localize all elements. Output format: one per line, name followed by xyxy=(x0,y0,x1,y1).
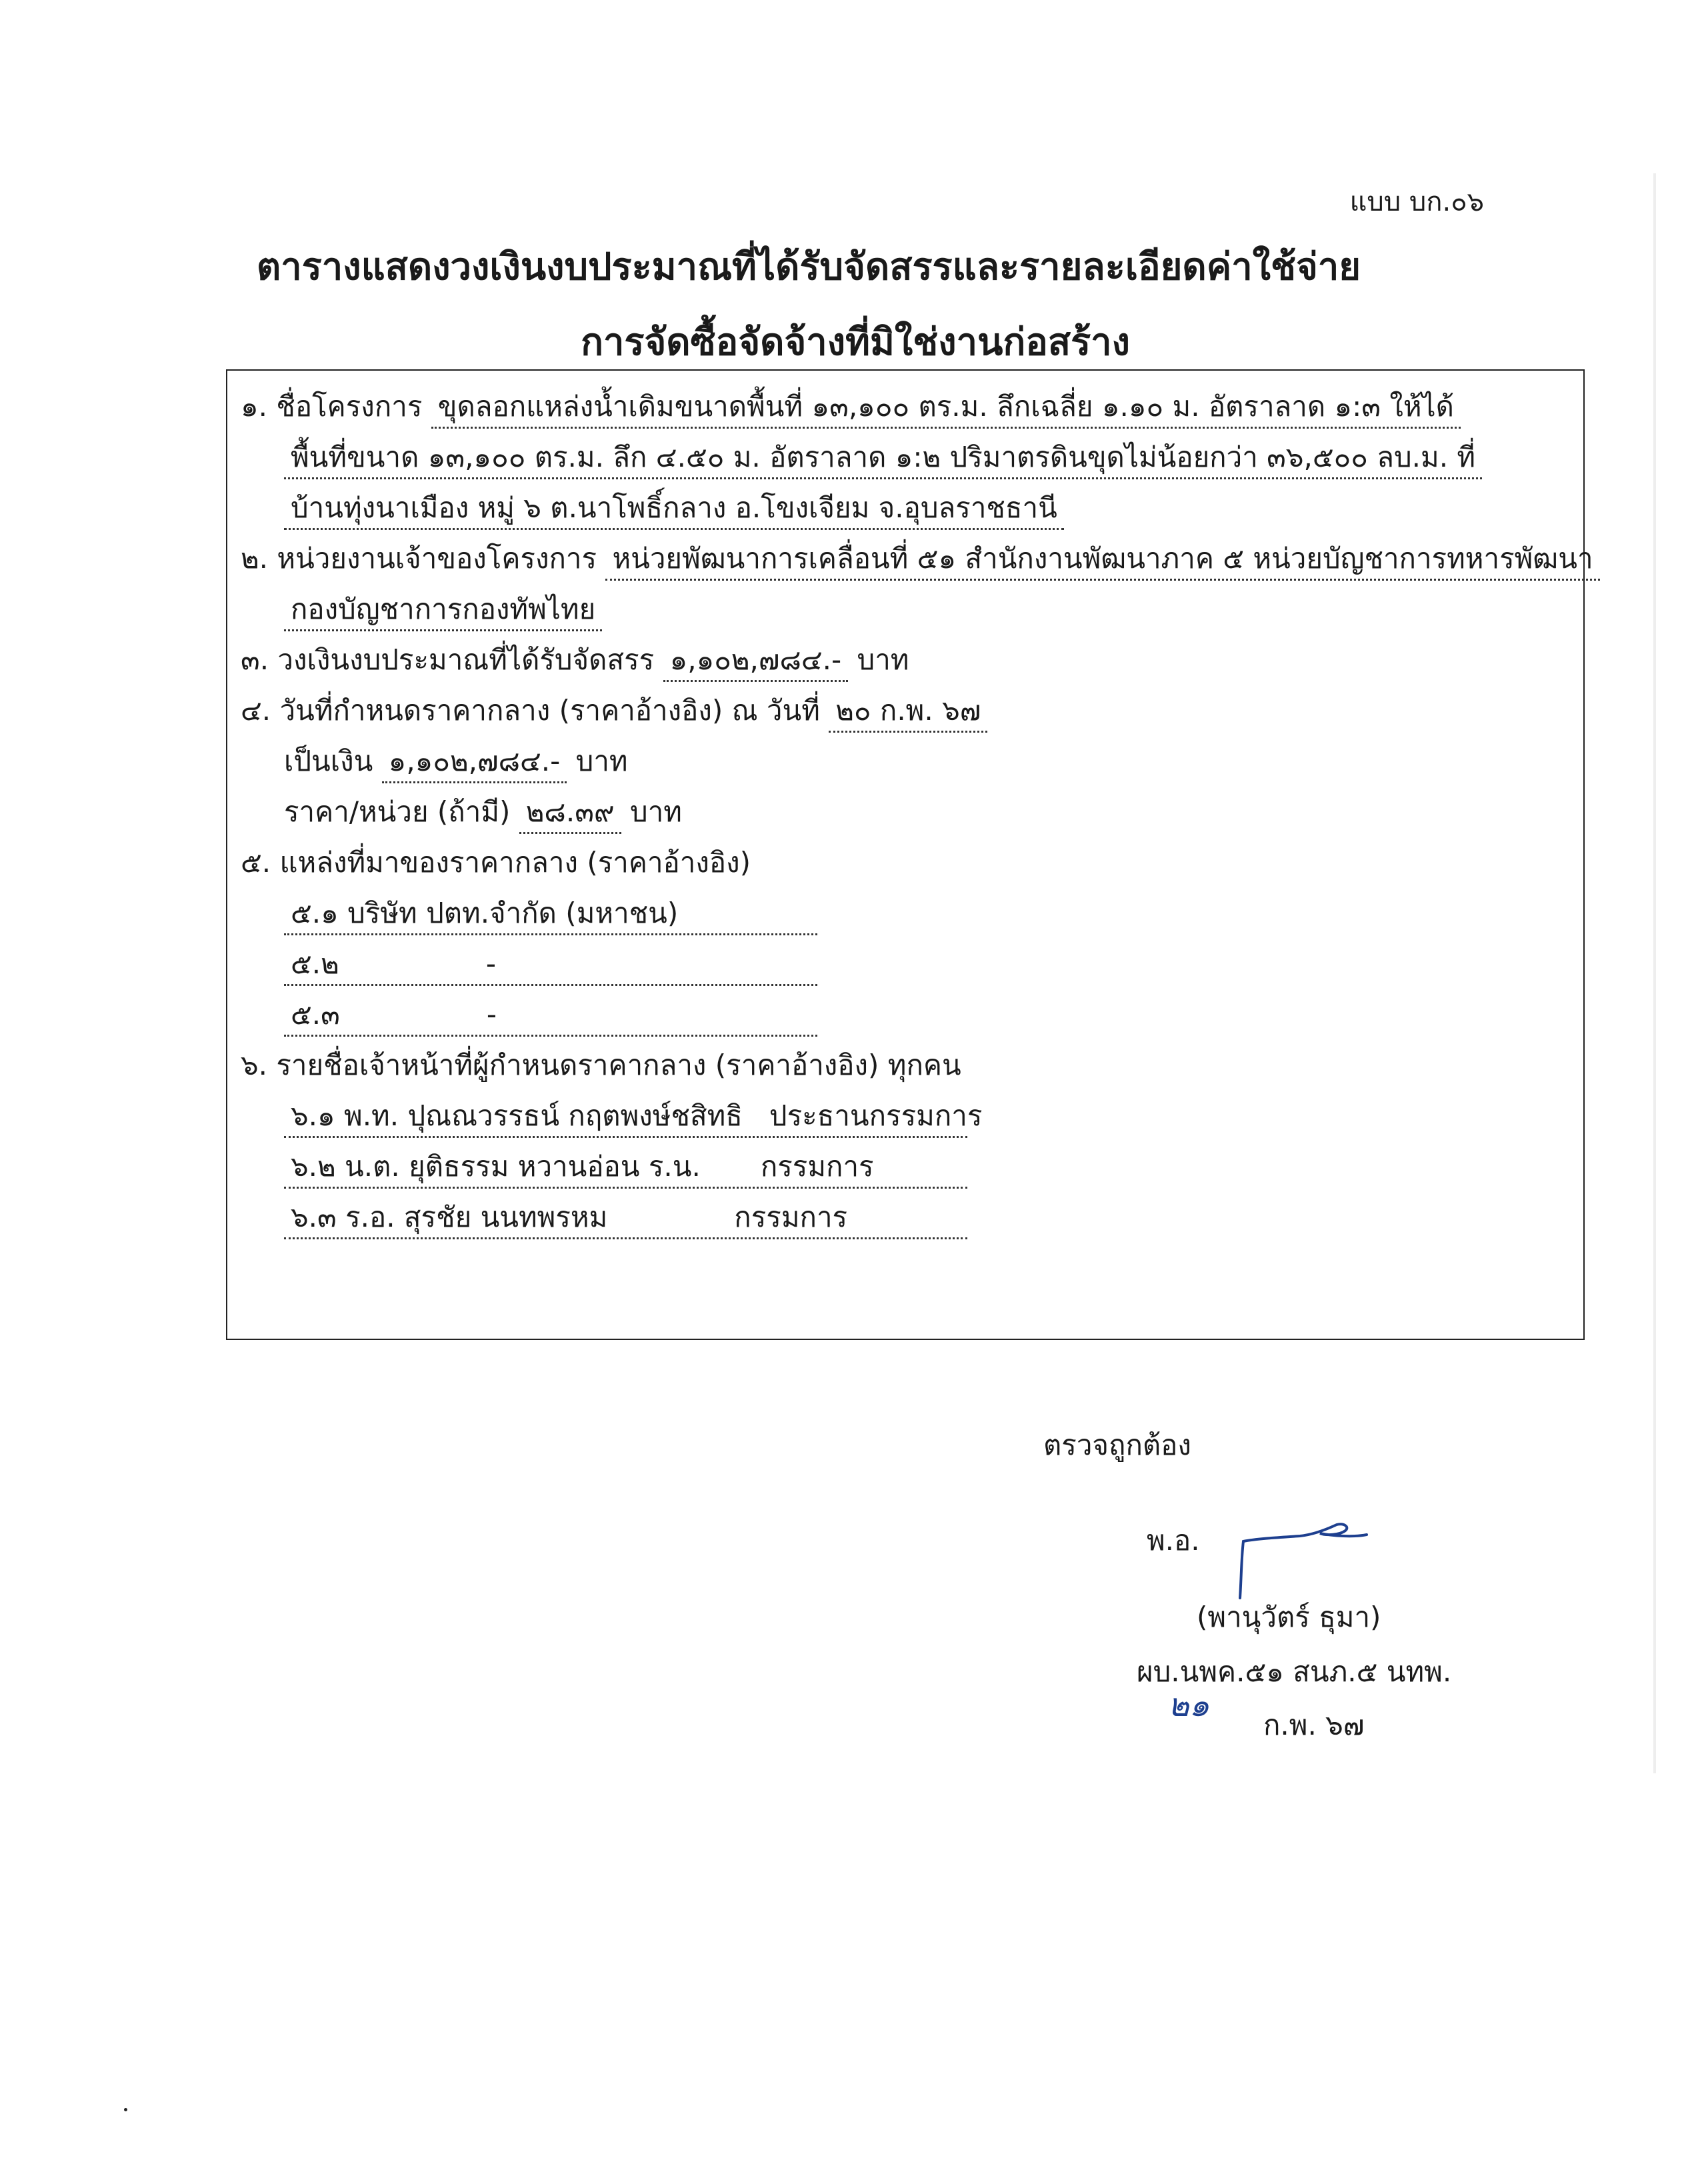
source-3-value: - xyxy=(486,998,497,1031)
member-1-role: ประธานกรรมการ xyxy=(769,1099,983,1132)
item-3-line xyxy=(241,640,909,682)
committee-member-1 xyxy=(284,1096,983,1138)
item-1-label: ๑. ชื่อโครงการ xyxy=(241,390,423,423)
item-5-label: ๕. แหล่งที่มาของราคากลาง (ราคาอ้างอิง) xyxy=(241,846,751,879)
committee-member-2 xyxy=(284,1147,967,1189)
project-name-line-2: พื้นที่ขนาด ๑๓,๑๐๐ ตร.ม. ลึก ๔.๕๐ ม. อัตราลาด ๑:๒ ปริมาตรดินขุดไม่น้อยกว่า ๓๖,๕๐๐ ลบ.ม. ที่ xyxy=(284,437,1482,479)
unit-price-label: ราคา/หน่วย (ถ้ามี) xyxy=(284,795,511,828)
unit-price-unit: บาท xyxy=(630,795,682,828)
item-2-label: ๒. หน่วยงานเจ้าของโครงการ xyxy=(241,542,597,575)
title-line-1: ตารางแสดงวงเงินงบประมาณที่ได้รับจัดสรรและรายละเอียดค่าใช้จ่าย xyxy=(256,245,1361,289)
project-name-line-1: ขุดลอกแหล่งน้ำเดิมขนาดพื้นที่ ๑๓,๑๐๐ ตร.ม. ลึกเฉลี่ย ๑.๑๐ ม. อัตราลาด ๑:๓ ให้ได้ xyxy=(431,387,1461,429)
member-1-name: ๖.๑ พ.ท. ปุณณวรรธน์ กฤตพงษ์ชสิทธิ xyxy=(291,1099,743,1132)
details-box xyxy=(226,369,1593,1340)
signer-rank: พ.อ. xyxy=(1147,1524,1200,1557)
member-2-name: ๖.๒ น.ต. ยุติธรรม หวานอ่อน ร.น. xyxy=(291,1150,701,1183)
item-5-1 xyxy=(284,893,817,935)
project-name-line-3: บ้านทุ่งนาเมือง หมู่ ๖ ต.นาโพธิ์กลาง อ.โขงเจียม จ.อุบลราชธานี xyxy=(284,488,1064,530)
item-5-2 xyxy=(284,944,817,986)
committee-member-2-text xyxy=(284,1147,967,1189)
item-5-3 xyxy=(284,995,817,1037)
committee-member-1-text xyxy=(284,1096,983,1138)
item-1-line-3 xyxy=(284,488,1064,530)
form-code: แบบ บก.๐๖ xyxy=(1349,187,1484,217)
verified-label: ตรวจถูกต้อง xyxy=(1043,1429,1191,1461)
amount-value: ๑,๑๐๒,๗๘๔.- xyxy=(382,741,567,783)
budget-unit: บาท xyxy=(857,643,909,676)
owner-agency-line-2: กองบัญชาการกองทัพไทย xyxy=(284,589,602,631)
committee-member-3 xyxy=(284,1197,967,1239)
item-6-label: ๖. รายชื่อเจ้าหน้าที่ผู้กำหนดราคากลาง (ราคาอ้างอิง) ทุกคน xyxy=(241,1049,961,1081)
title-line-2: การจัดซื้อจัดจ้างที่มิใช่งานก่อสร้าง xyxy=(581,321,1130,364)
source-2 xyxy=(284,944,817,986)
source-3 xyxy=(284,995,817,1037)
item-1-line-1 xyxy=(241,387,1461,429)
scan-speck xyxy=(124,2108,127,2111)
item-3-label: ๓. วงเงินงบประมาณที่ได้รับจัดสรร xyxy=(241,643,655,676)
signer-name: (พานุวัตร์ ธุมา) xyxy=(1197,1601,1381,1633)
amount-unit: บาท xyxy=(575,745,628,777)
source-3-label: ๕.๓ xyxy=(291,998,340,1031)
item-4-line-3 xyxy=(284,792,682,834)
sign-date: ก.พ. ๖๗ xyxy=(1263,1709,1365,1741)
member-3-name: ๖.๓ ร.อ. สุรชัย นนทพรหม xyxy=(291,1201,608,1233)
item-4-label: ๔. วันที่กำหนดราคากลาง (ราคาอ้างอิง) ณ วันที่ xyxy=(241,694,820,727)
handwritten-day: ๒๑ xyxy=(1168,1687,1210,1724)
amount-label: เป็นเงิน xyxy=(284,745,373,777)
item-2-line-1 xyxy=(241,539,1600,581)
member-3-role: กรรมการ xyxy=(734,1201,848,1233)
item-4-line-1 xyxy=(241,691,987,733)
source-2-label: ๕.๒ xyxy=(291,947,339,980)
signer-position: ผบ.นพค.๕๑ สนภ.๕ นทพ. xyxy=(1137,1655,1452,1688)
source-1: ๕.๑ บริษัท ปตท.จำกัด (มหาชน) xyxy=(284,893,817,935)
item-4-line-2 xyxy=(284,741,628,783)
source-2-value: - xyxy=(485,947,496,980)
unit-price-value: ๒๘.๓๙ xyxy=(519,792,621,834)
item-2-line-2 xyxy=(284,589,602,631)
reference-date: ๒๐ ก.พ. ๖๗ xyxy=(829,691,987,733)
committee-member-3-text xyxy=(284,1197,967,1239)
scan-edge xyxy=(1653,173,1656,1773)
item-1-line-2 xyxy=(284,437,1482,479)
budget-value: ๑,๑๐๒,๗๘๔.- xyxy=(663,640,849,682)
owner-agency-line-1: หน่วยพัฒนาการเคลื่อนที่ ๕๑ สำนักงานพัฒนาภาค ๕ หน่วยบัญชาการทหารพัฒนา xyxy=(605,539,1599,581)
member-2-role: กรรมการ xyxy=(760,1150,874,1183)
